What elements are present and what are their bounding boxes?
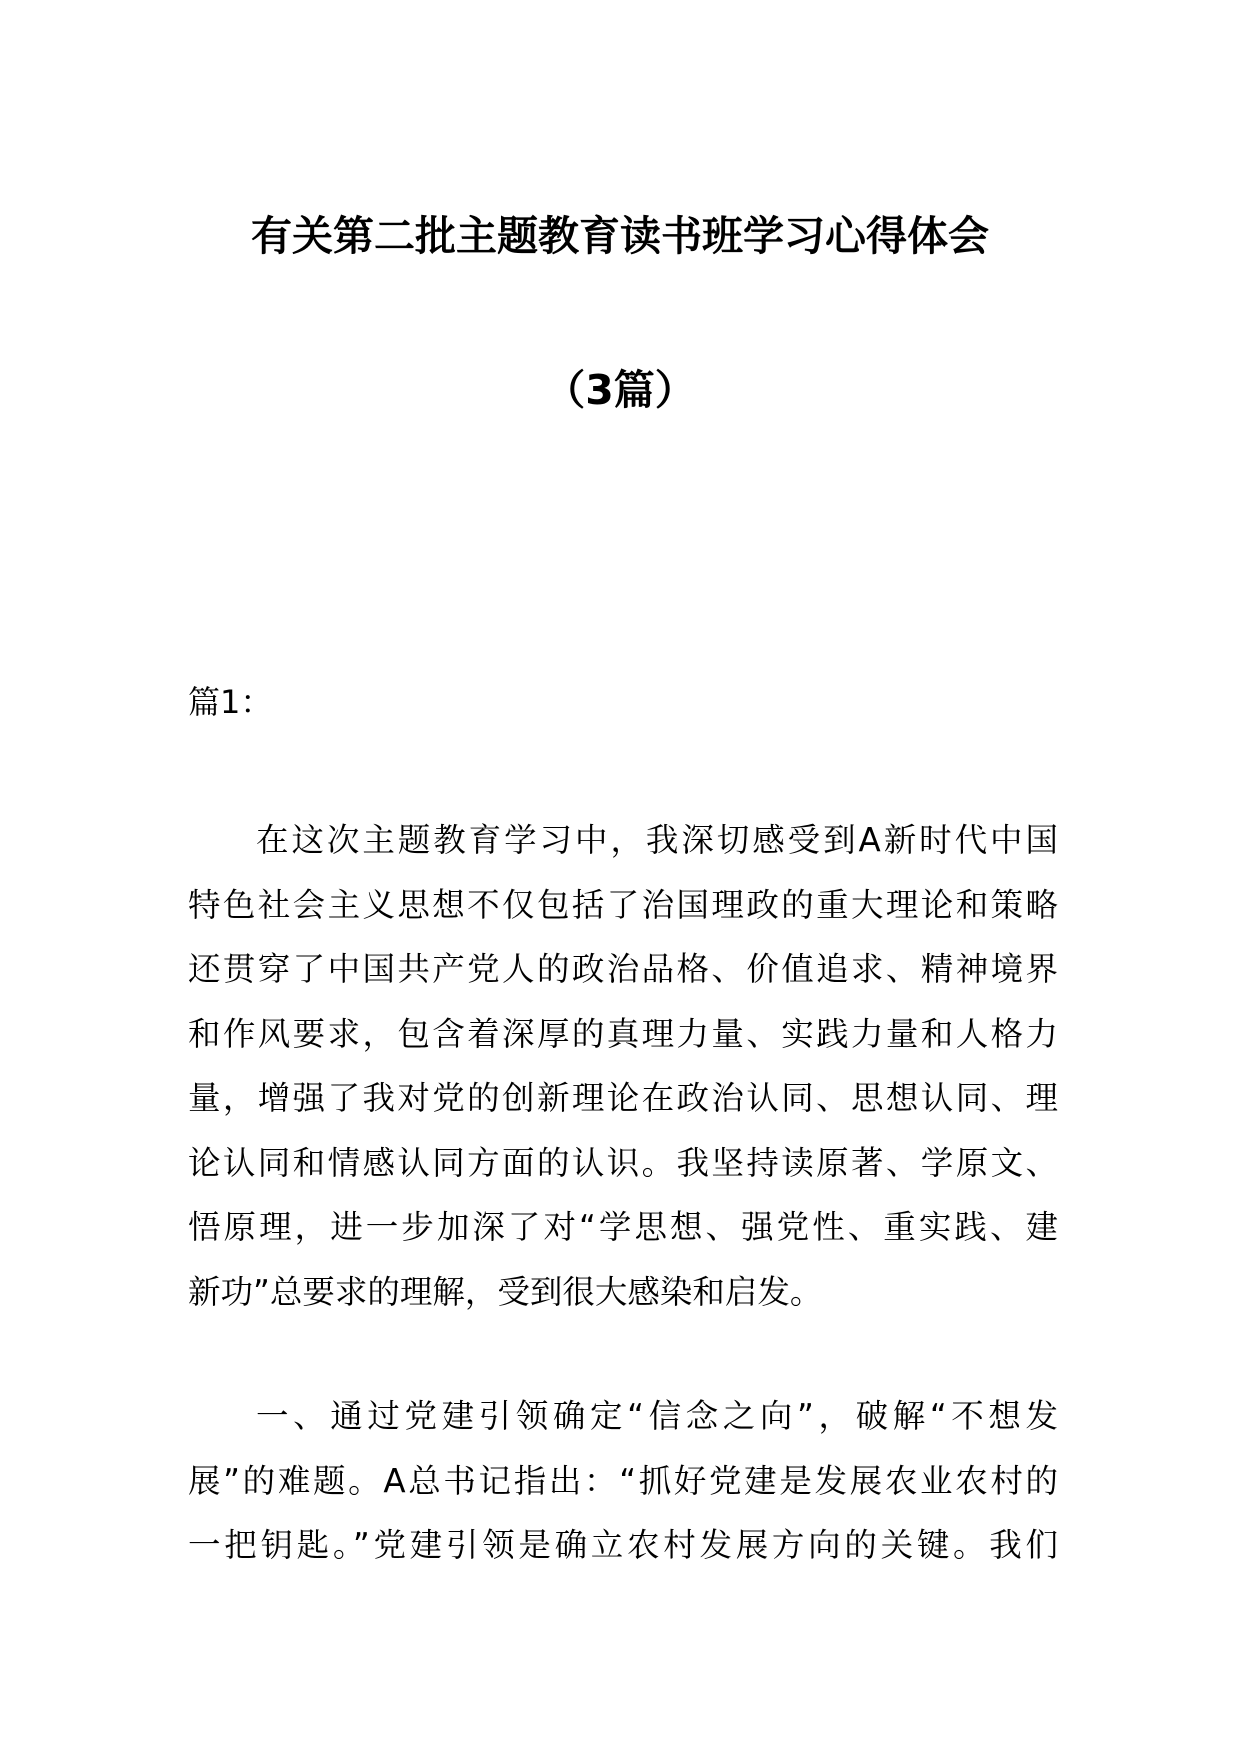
- paragraph-line: 在这次主题教育学习中，我深切感受到A新时代中国: [256, 821, 1058, 859]
- document-title: 有关第二批主题教育读书班学习心得体会: [251, 212, 989, 260]
- paragraph-line: 还贯穿了中国共产党人的政治品格、价值追求、精神境界: [188, 950, 1058, 988]
- paragraph-line: 特色社会主义思想不仅包括了治国理政的重大理论和策略: [188, 885, 1058, 924]
- paragraph-line: 悟原理，进一步加深了对“学思想、强党性、重实践、建: [188, 1208, 1058, 1246]
- paragraph-line: 和作风要求，包含着深厚的真理力量、实践力量和人格力: [188, 1014, 1058, 1053]
- paragraph-line: 量，增强了我对党的创新理论在政治认同、思想认同、理: [188, 1079, 1058, 1117]
- paragraph-section-one: [188, 1384, 1058, 1578]
- paragraph-line: 一把钥匙。”党建引领是确立农村发展方向的关键。我们: [188, 1526, 1058, 1564]
- paragraph-intro: [188, 808, 1058, 1324]
- paragraph-line: 新功”总要求的理解，受到很大感染和启发。: [188, 1272, 823, 1311]
- paragraph-line: 论认同和情感认同方面的认识。我坚持读原著、学原文、: [188, 1143, 1058, 1182]
- paragraph-line: 一、通过党建引领确定“信念之向”，破解“不想发: [256, 1397, 1058, 1435]
- section-label: 篇1：: [188, 683, 273, 721]
- paragraph-line: 展”的难题。A总书记指出：“抓好党建是发展农业农村的: [188, 1461, 1058, 1500]
- document-title-count: （3篇）: [544, 366, 696, 414]
